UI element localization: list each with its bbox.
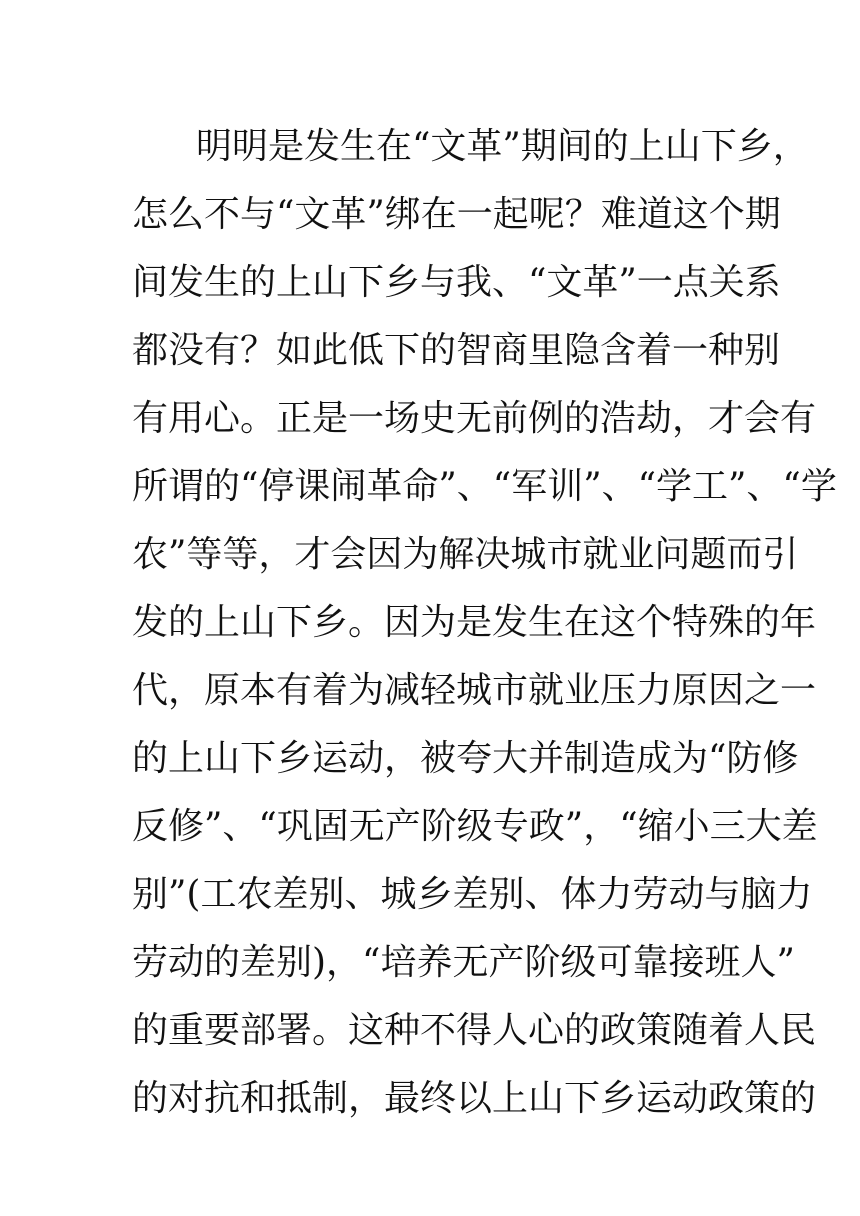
paragraph-line: 反修”、“巩固无产阶级专政”，“缩小三大差: [132, 806, 818, 847]
paragraph-line: 的对抗和抵制，最终以上山下乡运动政策的: [132, 1078, 817, 1119]
paragraph-line: 代，原本有着为减轻城市就业压力原因之一: [132, 670, 817, 711]
paragraph-line: 的上山下乡运动，被夸大并制造成为“防修: [132, 738, 799, 779]
paragraph-line: 有用心。正是一场史无前例的浩劫，才会有: [132, 398, 817, 439]
paragraph-line: 间发生的上山下乡与我、“文革”一点关系: [132, 262, 781, 303]
paragraph-line: 劳动的差别)，“培养无产阶级可靠接班人”: [132, 942, 795, 983]
paragraph-line: 所谓的“停课闹革命”、“军训”、“学工”、“学: [132, 466, 837, 507]
paragraph-line: 发的上山下乡。因为是发生在这个特殊的年: [132, 602, 817, 643]
paragraph-line: 明明是发生在“文革”期间的上山下乡，: [196, 126, 809, 167]
paragraph-line: 农”等等，才会因为解决城市就业问题而引: [132, 534, 799, 575]
paragraph-line: 怎么不与“文革”绑在一起呢？难道这个期: [132, 194, 781, 235]
body-paragraph: [132, 113, 837, 1133]
paragraph-line: 都没有？如此低下的智商里隐含着一种别: [132, 330, 781, 371]
paragraph-line: 的重要部署。这种不得人心的政策随着人民: [132, 1010, 817, 1051]
paragraph-line: 别”(工农差别、城乡差别、体力劳动与脑力: [132, 874, 813, 915]
